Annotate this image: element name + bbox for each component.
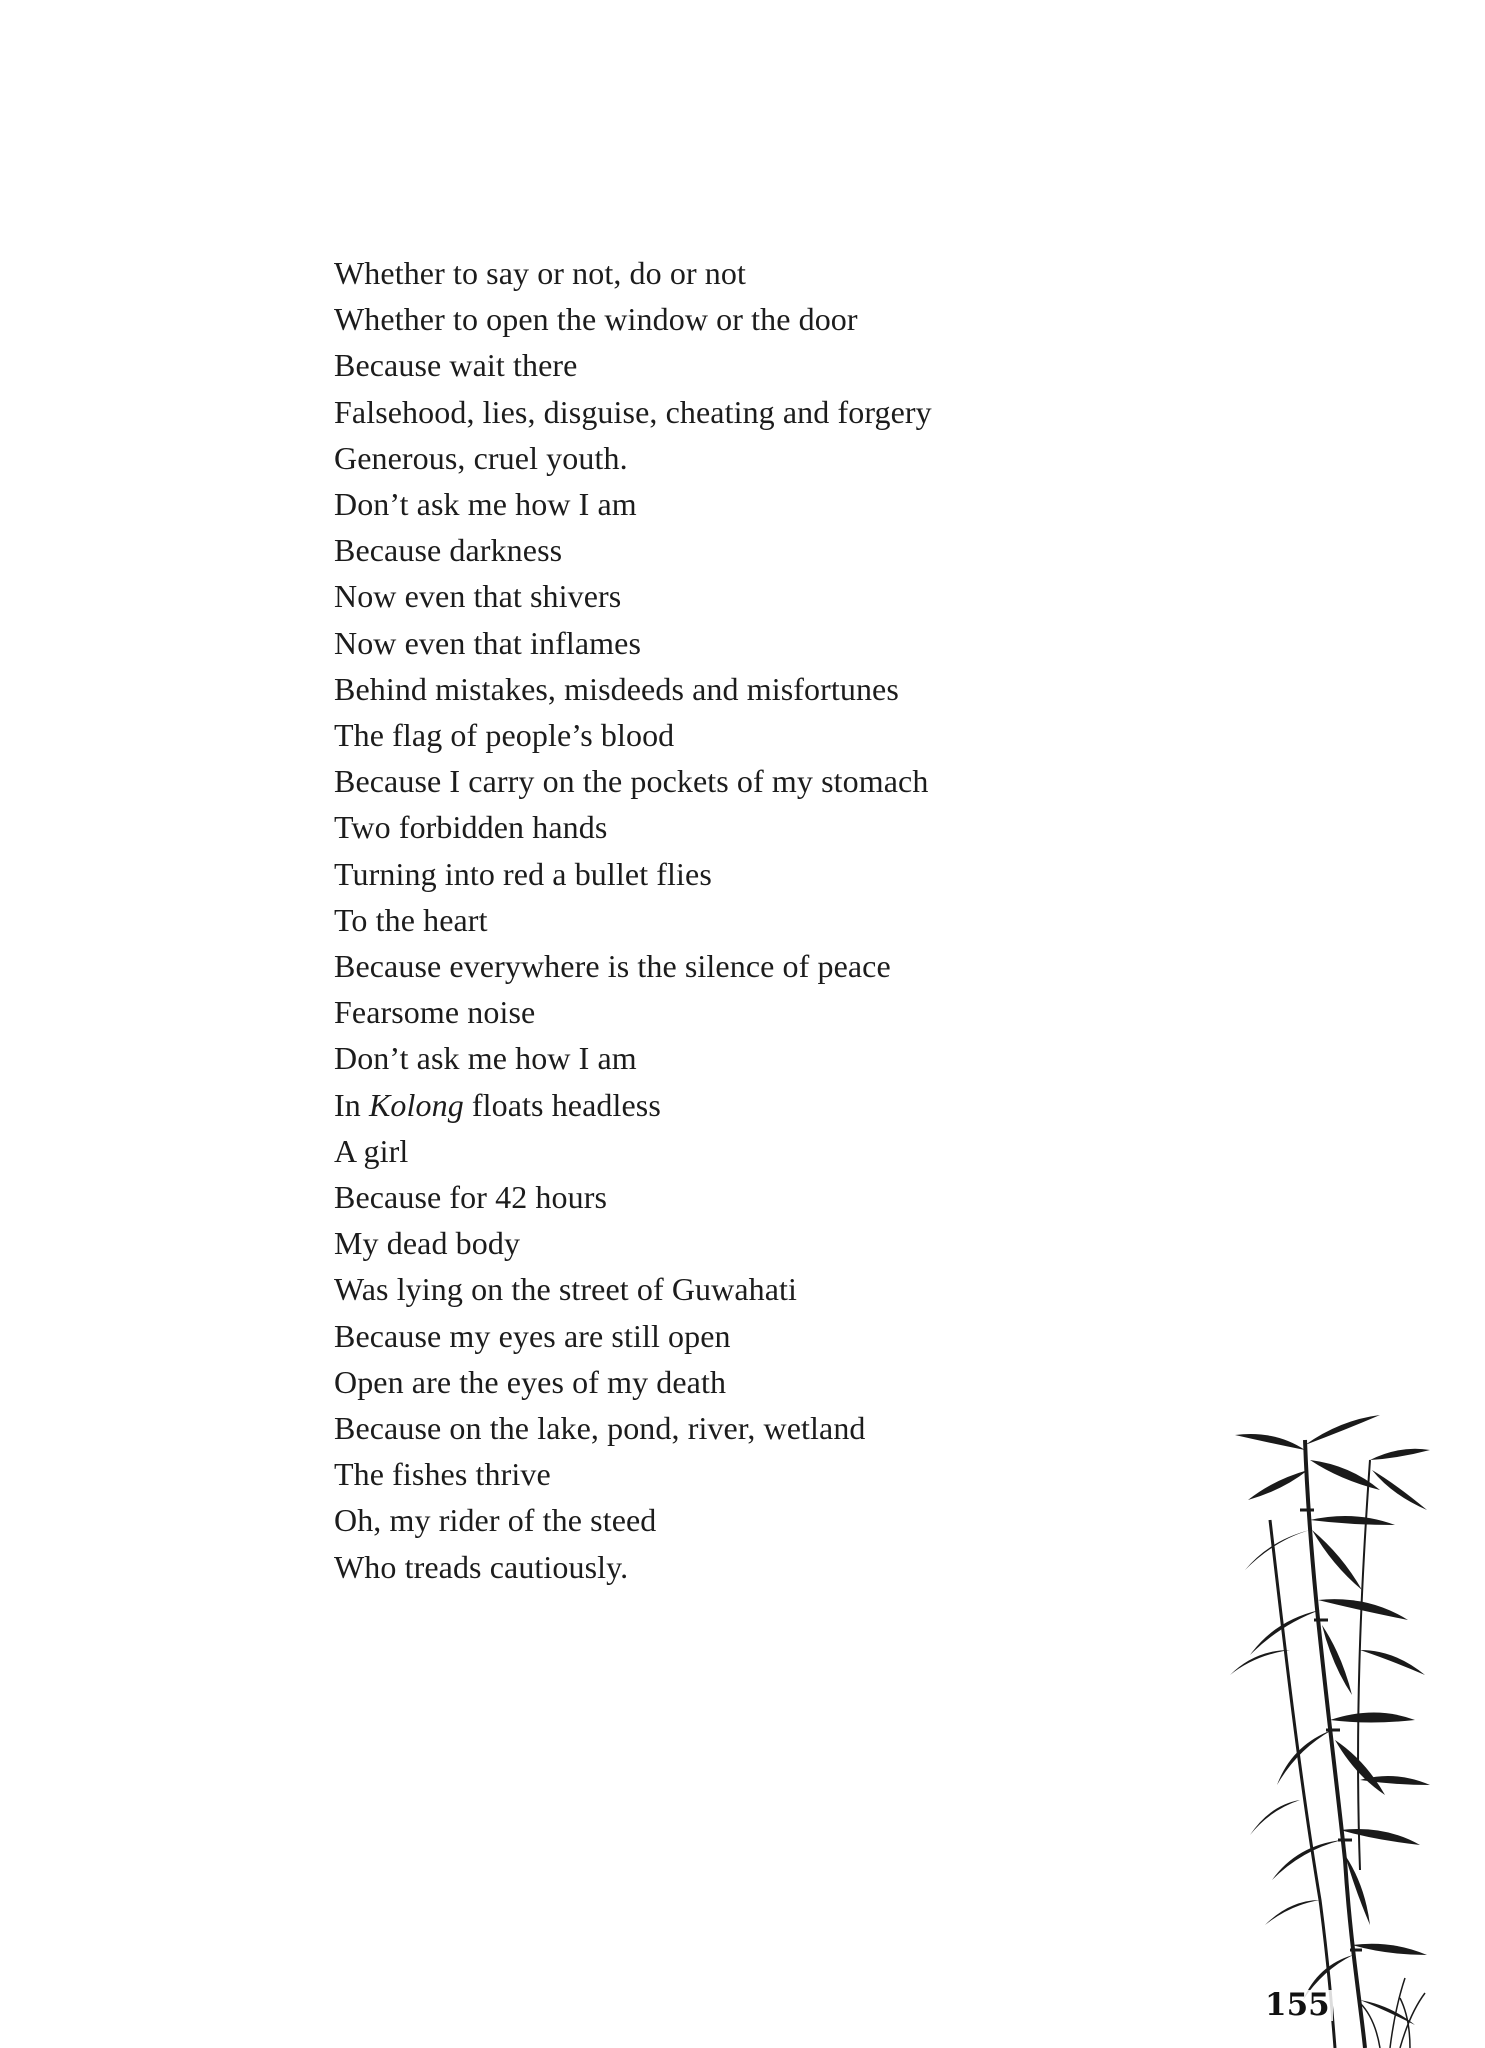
poem-line: Fearsome noise [334,994,536,1031]
poem-line: Turning into red a bullet flies [334,855,712,892]
poem-line: Because everywhere is the silence of peace [334,948,891,985]
poem-text [334,250,1134,1590]
kolong-italic-word: Kolong [368,1086,464,1123]
poem-line: Whether to say or not, do or not [334,255,746,291]
poem-line: Falsehood, lies, disguise, cheating and forgery [334,393,932,430]
poem-line: Because wait there [334,347,578,384]
poem-line: Don’t ask me how I am [334,486,637,523]
poem-line: Don’t ask me how I am [334,1040,637,1077]
poem-line: Who treads cautiously. [334,1548,629,1585]
poem-line: The fishes thrive [334,1456,551,1493]
poem-line: Whether to open the window or the door [334,301,858,338]
poem-line: Generous, cruel youth. [334,439,628,476]
poem-line: Because I carry on the pockets of my stomach [334,763,929,800]
poem-line: Behind mistakes, misdeeds and misfortunes [334,670,899,707]
poem-line: Because darkness [334,532,563,569]
poem-line: A girl [334,1132,409,1169]
poem-line: My dead body [334,1225,521,1262]
poem-line: Two forbidden hands [334,809,608,846]
poem-line: Now even that inflames [334,624,641,661]
poem-line: Because my eyes are still open [334,1317,731,1354]
page-number: 155 [1262,1990,1333,2021]
poem-line: Because for 42 hours [334,1179,608,1216]
kolong-suffix: floats headless [463,1086,661,1123]
poem-line: Oh, my rider of the steed [334,1502,657,1539]
poem-line: Was lying on the street of Guwahati [334,1271,798,1308]
poem-line: To the heart [334,901,488,938]
poem-line: The flag of people’s blood [334,717,675,754]
poem-line: Because on the lake, pond, river, wetland [334,1410,866,1447]
poem-line: Now even that shivers [334,578,622,615]
kolong-prefix: In [334,1086,369,1123]
poem-line-kolong [334,1082,1134,1128]
poem-line: Open are the eyes of my death [334,1363,727,1400]
bamboo-illustration-icon [1210,1400,1485,2048]
